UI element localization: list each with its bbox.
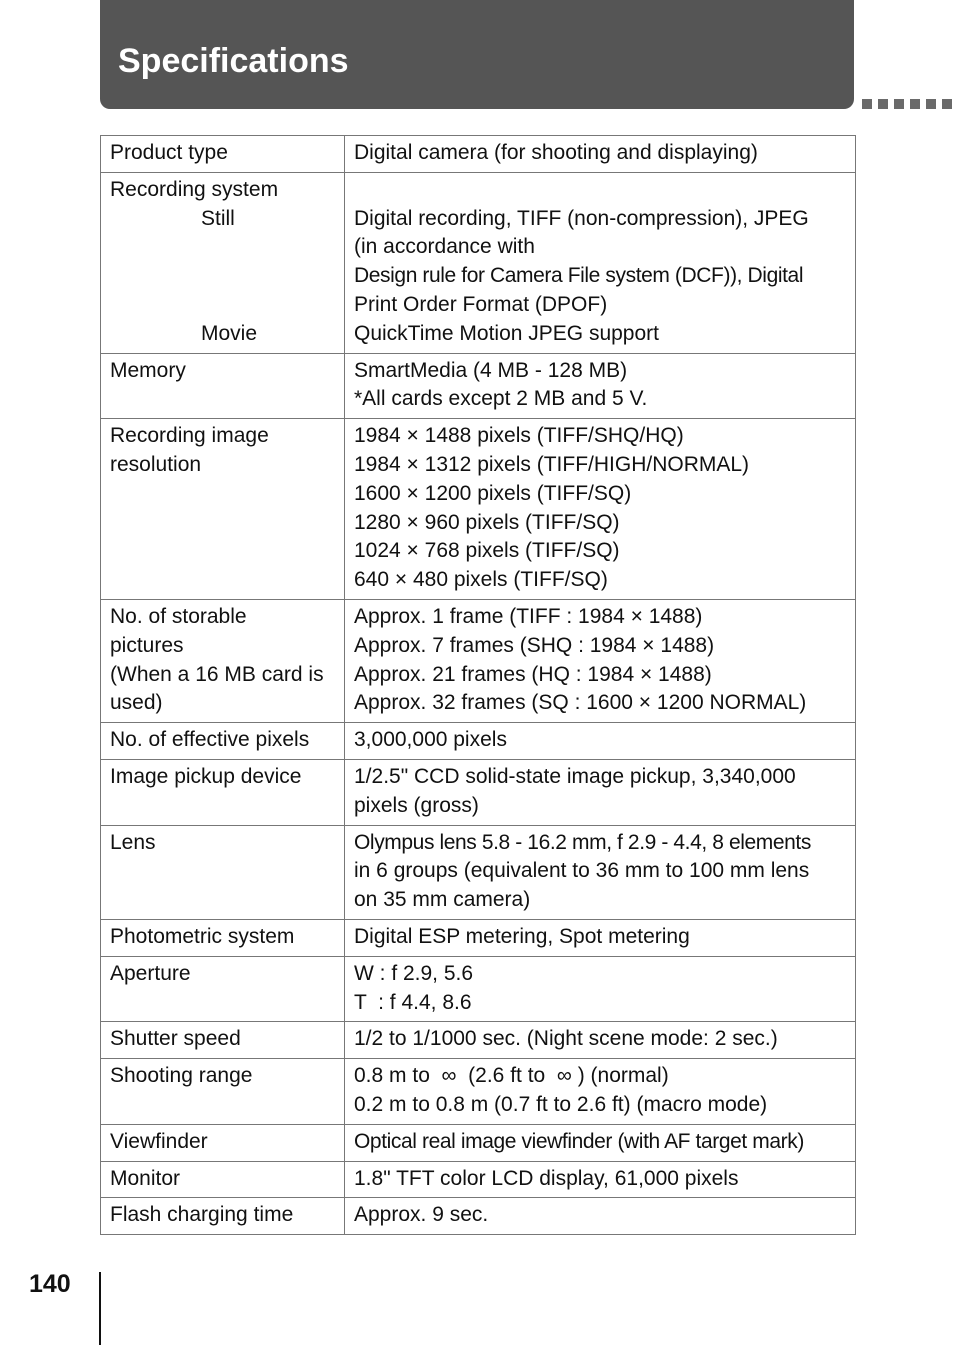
spec-label: Photometric system <box>101 919 345 956</box>
table-row <box>101 919 856 956</box>
spec-value: W : f 2.9, 5.6 T : f 4.4, 8.6 <box>345 956 856 1022</box>
spec-label: Product type <box>101 136 345 173</box>
spec-value: Digital camera (for shooting and displaying) <box>345 136 856 173</box>
marker-dot <box>942 99 952 109</box>
spec-value: Approx. 1 frame (TIFF : 1984 × 1488) Approx. 7 frames (SHQ : 1984 × 1488) Approx. 21 frames (HQ : 1984 × 1488) Approx. 32 frames (SQ : 1600 × 1200 NORMAL) <box>345 599 856 722</box>
marker-dot <box>926 99 936 109</box>
table-row <box>101 599 856 722</box>
table-row <box>101 759 856 825</box>
spec-label: Recording system Still Movie <box>101 172 345 353</box>
spec-value: 0.8 m to ∞ (2.6 ft to ∞ ) (normal) 0.2 m to 0.8 m (0.7 ft to 2.6 ft) (macro mode) <box>345 1059 856 1125</box>
spec-value: 1984 × 1488 pixels (TIFF/SHQ/HQ) 1984 × 1312 pixels (TIFF/HIGH/NORMAL) 1600 × 1200 pixels (TIFF/SQ) 1280 × 960 pixels (TIFF/SQ) 1024 × 768 pixels (TIFF/SQ) 640 × 480 pixels (TIFF/SQ) <box>345 419 856 600</box>
spec-value: 1/2.5" CCD solid-state image pickup, 3,340,000 pixels (gross) <box>345 759 856 825</box>
table-row <box>101 723 856 760</box>
marker-dot <box>910 99 920 109</box>
page-header-banner <box>100 0 854 109</box>
spec-label: Recording image resolution <box>101 419 345 600</box>
spec-value: 3,000,000 pixels <box>345 723 856 760</box>
spec-label: Monitor <box>101 1161 345 1198</box>
table-row <box>101 1124 856 1161</box>
spec-value: 1.8" TFT color LCD display, 61,000 pixels <box>345 1161 856 1198</box>
spec-label: Viewfinder <box>101 1124 345 1161</box>
spec-label: Shooting range <box>101 1059 345 1125</box>
page-number-rule <box>99 1272 101 1345</box>
table-row <box>101 419 856 600</box>
marker-dot <box>894 99 904 109</box>
spec-label: Image pickup device <box>101 759 345 825</box>
spec-value: Approx. 9 sec. <box>345 1198 856 1235</box>
spec-label: No. of storable pictures (When a 16 MB card is used) <box>101 599 345 722</box>
spec-label: Flash charging time <box>101 1198 345 1235</box>
sub-label-still: Still <box>201 206 235 230</box>
table-row <box>101 353 856 419</box>
sub-label-movie: Movie <box>201 321 258 345</box>
table-row <box>101 1161 856 1198</box>
spec-value: Digital ESP metering, Spot metering <box>345 919 856 956</box>
page-number: 140 <box>29 1270 71 1298</box>
table-row <box>101 956 856 1022</box>
table-row <box>101 172 856 353</box>
spec-label: Shutter speed <box>101 1022 345 1059</box>
specifications-table <box>100 135 856 1235</box>
table-row <box>101 136 856 173</box>
spec-value: 1/2 to 1/1000 sec. (Night scene mode: 2 sec.) <box>345 1022 856 1059</box>
spec-label: No. of effective pixels <box>101 723 345 760</box>
page-title: Specifications <box>118 42 349 80</box>
spec-value: Olympus lens 5.8 - 16.2 mm, f 2.9 - 4.4, 8 elements in 6 groups (equivalent to 36 mm to 100 mm lens on 35 mm camera) <box>345 825 856 919</box>
spec-label: Memory <box>101 353 345 419</box>
table-row <box>101 1022 856 1059</box>
spec-value: Optical real image viewfinder (with AF target mark) <box>345 1124 856 1161</box>
marker-dot <box>862 99 872 109</box>
table-row <box>101 1059 856 1125</box>
table-row <box>101 825 856 919</box>
spec-value: SmartMedia (4 MB - 128 MB) *All cards except 2 MB and 5 V. <box>345 353 856 419</box>
spec-label: Aperture <box>101 956 345 1022</box>
table-row <box>101 1198 856 1235</box>
marker-dot <box>878 99 888 109</box>
spec-label: Lens <box>101 825 345 919</box>
spec-value: Digital recording, TIFF (non-compression), JPEG (in accordance with Design rule for Camera File system (DCF)), Digital Print Order Format (DPOF) QuickTime Motion JPEG support <box>345 172 856 353</box>
